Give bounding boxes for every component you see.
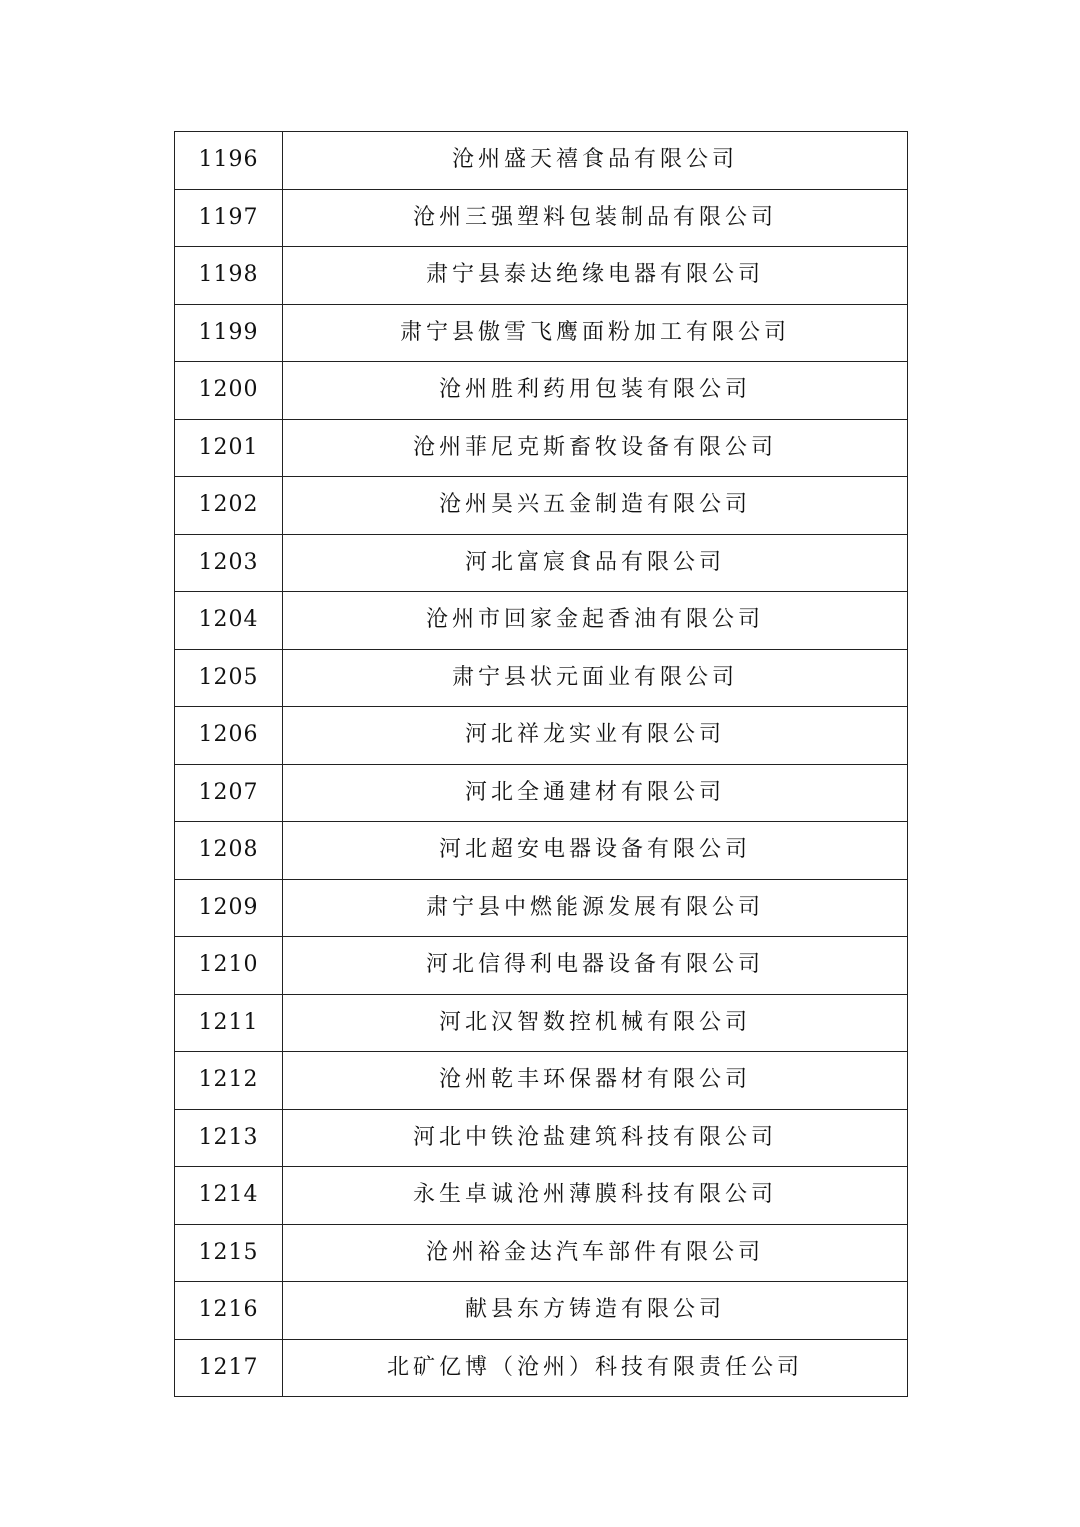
- row-number: 1211: [175, 994, 283, 1052]
- row-number: 1203: [175, 534, 283, 592]
- company-name: 沧州裕金达汽车部件有限公司: [283, 1224, 908, 1282]
- company-name: 河北祥龙实业有限公司: [283, 707, 908, 765]
- row-number: 1212: [175, 1052, 283, 1110]
- company-name: 沧州胜利药用包装有限公司: [283, 362, 908, 420]
- company-name: 河北全通建材有限公司: [283, 764, 908, 822]
- table-row: [175, 764, 908, 822]
- table-row: [175, 362, 908, 420]
- company-list-table: [174, 131, 908, 1397]
- table-row: [175, 707, 908, 765]
- table-body: [175, 132, 908, 1397]
- company-name: 河北超安电器设备有限公司: [283, 822, 908, 880]
- table-row: [175, 132, 908, 190]
- table-row: [175, 592, 908, 650]
- row-number: 1196: [175, 132, 283, 190]
- table-row: [175, 822, 908, 880]
- company-name: 肃宁县中燃能源发展有限公司: [283, 879, 908, 937]
- table-row: [175, 189, 908, 247]
- company-name: 沧州三强塑料包装制品有限公司: [283, 189, 908, 247]
- table-row: [175, 419, 908, 477]
- row-number: 1201: [175, 419, 283, 477]
- row-number: 1210: [175, 937, 283, 995]
- table-row: [175, 304, 908, 362]
- table-row: [175, 649, 908, 707]
- row-number: 1205: [175, 649, 283, 707]
- row-number: 1214: [175, 1167, 283, 1225]
- row-number: 1215: [175, 1224, 283, 1282]
- company-name: 肃宁县状元面业有限公司: [283, 649, 908, 707]
- table-row: [175, 247, 908, 305]
- row-number: 1209: [175, 879, 283, 937]
- row-number: 1208: [175, 822, 283, 880]
- row-number: 1207: [175, 764, 283, 822]
- table-row: [175, 879, 908, 937]
- row-number: 1198: [175, 247, 283, 305]
- company-name: 河北汉智数控机械有限公司: [283, 994, 908, 1052]
- table-row: [175, 477, 908, 535]
- table-row: [175, 937, 908, 995]
- table-row: [175, 1052, 908, 1110]
- company-name: 北矿亿博（沧州）科技有限责任公司: [283, 1339, 908, 1397]
- company-name: 河北信得利电器设备有限公司: [283, 937, 908, 995]
- table-row: [175, 994, 908, 1052]
- table-row: [175, 1282, 908, 1340]
- row-number: 1206: [175, 707, 283, 765]
- company-name: 沧州市回家金起香油有限公司: [283, 592, 908, 650]
- row-number: 1204: [175, 592, 283, 650]
- table-row: [175, 1109, 908, 1167]
- company-name: 沧州昊兴五金制造有限公司: [283, 477, 908, 535]
- row-number: 1199: [175, 304, 283, 362]
- company-name: 河北富宸食品有限公司: [283, 534, 908, 592]
- row-number: 1217: [175, 1339, 283, 1397]
- company-name: 献县东方铸造有限公司: [283, 1282, 908, 1340]
- company-name: 肃宁县泰达绝缘电器有限公司: [283, 247, 908, 305]
- row-number: 1213: [175, 1109, 283, 1167]
- table-row: [175, 1167, 908, 1225]
- table-row: [175, 534, 908, 592]
- company-name: 河北中铁沧盐建筑科技有限公司: [283, 1109, 908, 1167]
- row-number: 1197: [175, 189, 283, 247]
- company-name: 沧州盛天禧食品有限公司: [283, 132, 908, 190]
- table-row: [175, 1339, 908, 1397]
- company-name: 肃宁县傲雪飞鹰面粉加工有限公司: [283, 304, 908, 362]
- company-name: 沧州乾丰环保器材有限公司: [283, 1052, 908, 1110]
- row-number: 1216: [175, 1282, 283, 1340]
- company-name: 沧州菲尼克斯畜牧设备有限公司: [283, 419, 908, 477]
- row-number: 1202: [175, 477, 283, 535]
- company-name: 永生卓诚沧州薄膜科技有限公司: [283, 1167, 908, 1225]
- table-row: [175, 1224, 908, 1282]
- row-number: 1200: [175, 362, 283, 420]
